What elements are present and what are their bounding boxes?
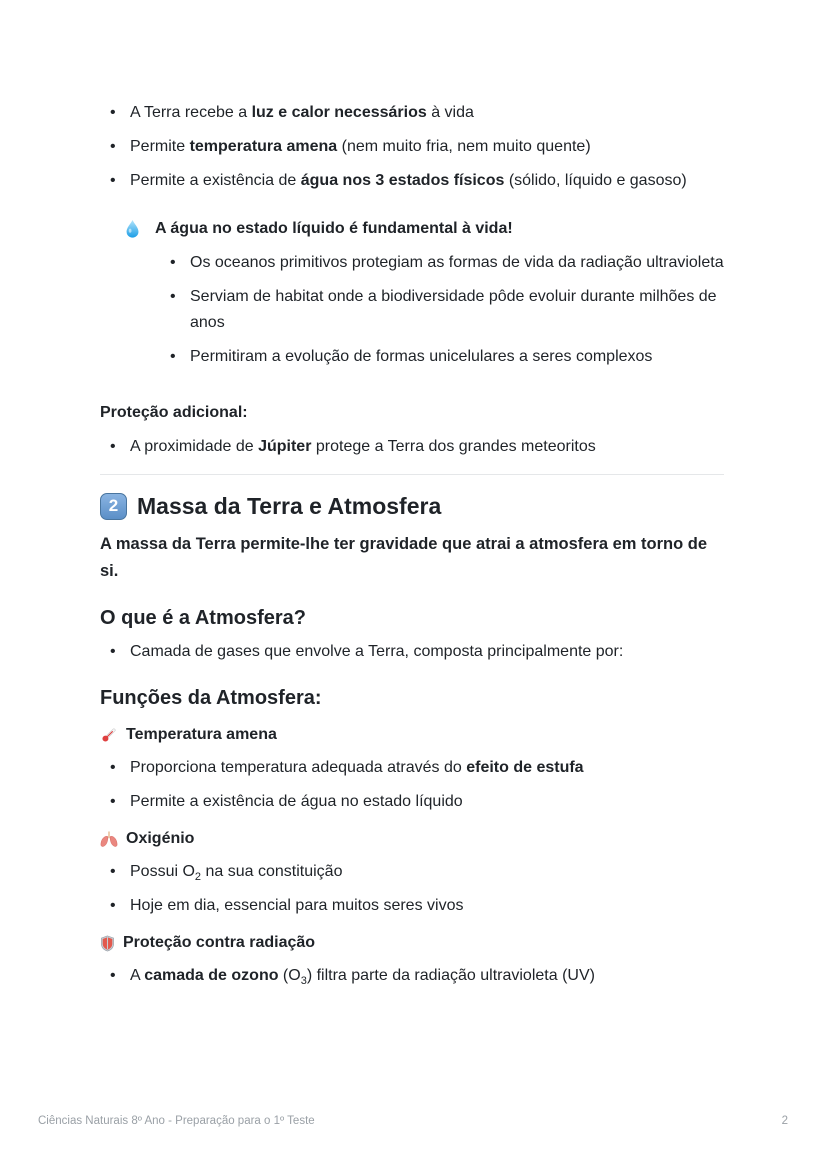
list-item: • Permite a existência de água no estado líquido (100, 789, 724, 815)
list-item: • A proximidade de Júpiter protege a Terra dos grandes meteoritos (100, 434, 724, 460)
callout-title: A água no estado líquido é fundamental à vida! (155, 220, 513, 237)
function-protecao-list (100, 963, 724, 989)
list-item: • Permite temperatura amena (nem muito fria, nem muito quente) (100, 134, 724, 160)
protecao-bullet-list (100, 434, 724, 460)
document-page (100, 0, 724, 997)
callout-bullet-list (160, 250, 724, 370)
list-item: • Permitiram a evolução de formas unicelulares a seres complexos (160, 344, 724, 370)
function-protecao-label (100, 931, 724, 955)
atmosfera-definition-list (100, 639, 724, 665)
keycap-digit: 2 (108, 496, 119, 515)
keycap-2-icon (100, 493, 127, 520)
list-item: • Permite a existência de água nos 3 estados físicos (sólido, líquido e gasoso) (100, 168, 724, 194)
callout-header (100, 216, 724, 242)
thermometer-icon (100, 726, 118, 744)
droplet-icon (124, 219, 141, 240)
list-item: • Possui $O_2$ na sua constituição (100, 859, 724, 885)
function-temperatura-list (100, 755, 724, 815)
section-2-lead: A massa da Terra permite-lhe ter gravidade que atrai a atmosfera em torno de si. (100, 535, 708, 580)
function-label-text: Proteção contra radiação (123, 934, 316, 951)
divider (100, 474, 724, 475)
list-item: • Os oceanos primitivos protegiam as formas de vida da radiação ultravioleta (160, 250, 724, 276)
function-oxigenio-label (100, 827, 724, 851)
list-item: • Hoje em dia, essencial para muitos seres vivos (100, 893, 724, 919)
list-item: • A Terra recebe a luz e calor necessários à vida (100, 100, 724, 126)
function-oxigenio-list (100, 859, 724, 919)
heading-funcoes-atmosfera: Funções da Atmosfera: (100, 687, 322, 709)
page-footer (38, 1115, 788, 1127)
list-item: • Serviam de habitat onde a biodiversidade pôde evoluir durante milhões de anos (160, 284, 724, 336)
list-item: • Proporciona temperatura adequada através do efeito de estufa (100, 755, 724, 781)
section-2-heading (100, 491, 724, 521)
list-item: • A camada de ozono $(O_3)$ filtra parte da radiação ultravioleta (UV) (100, 963, 724, 989)
footer-doc-title: Ciências Naturais 8º Ano - Preparação para o 1º Teste (38, 1115, 315, 1127)
water-callout (100, 216, 724, 370)
heading-o-que-e-atmosfera: O que é a Atmosfera? (100, 607, 306, 629)
function-label-text: Temperatura amena (126, 726, 277, 743)
lungs-icon (100, 831, 118, 848)
intro-bullet-list (100, 100, 724, 194)
section-2-title: Massa da Terra e Atmosfera (137, 493, 442, 519)
footer-page-number: 2 (781, 1115, 788, 1127)
protecao-adicional-heading: Proteção adicional: (100, 404, 248, 421)
list-item: • Camada de gases que envolve a Terra, composta principalmente por: (100, 639, 724, 665)
shield-icon (100, 935, 115, 952)
function-temperatura-label (100, 723, 724, 747)
function-label-text: Oxigénio (126, 830, 195, 847)
